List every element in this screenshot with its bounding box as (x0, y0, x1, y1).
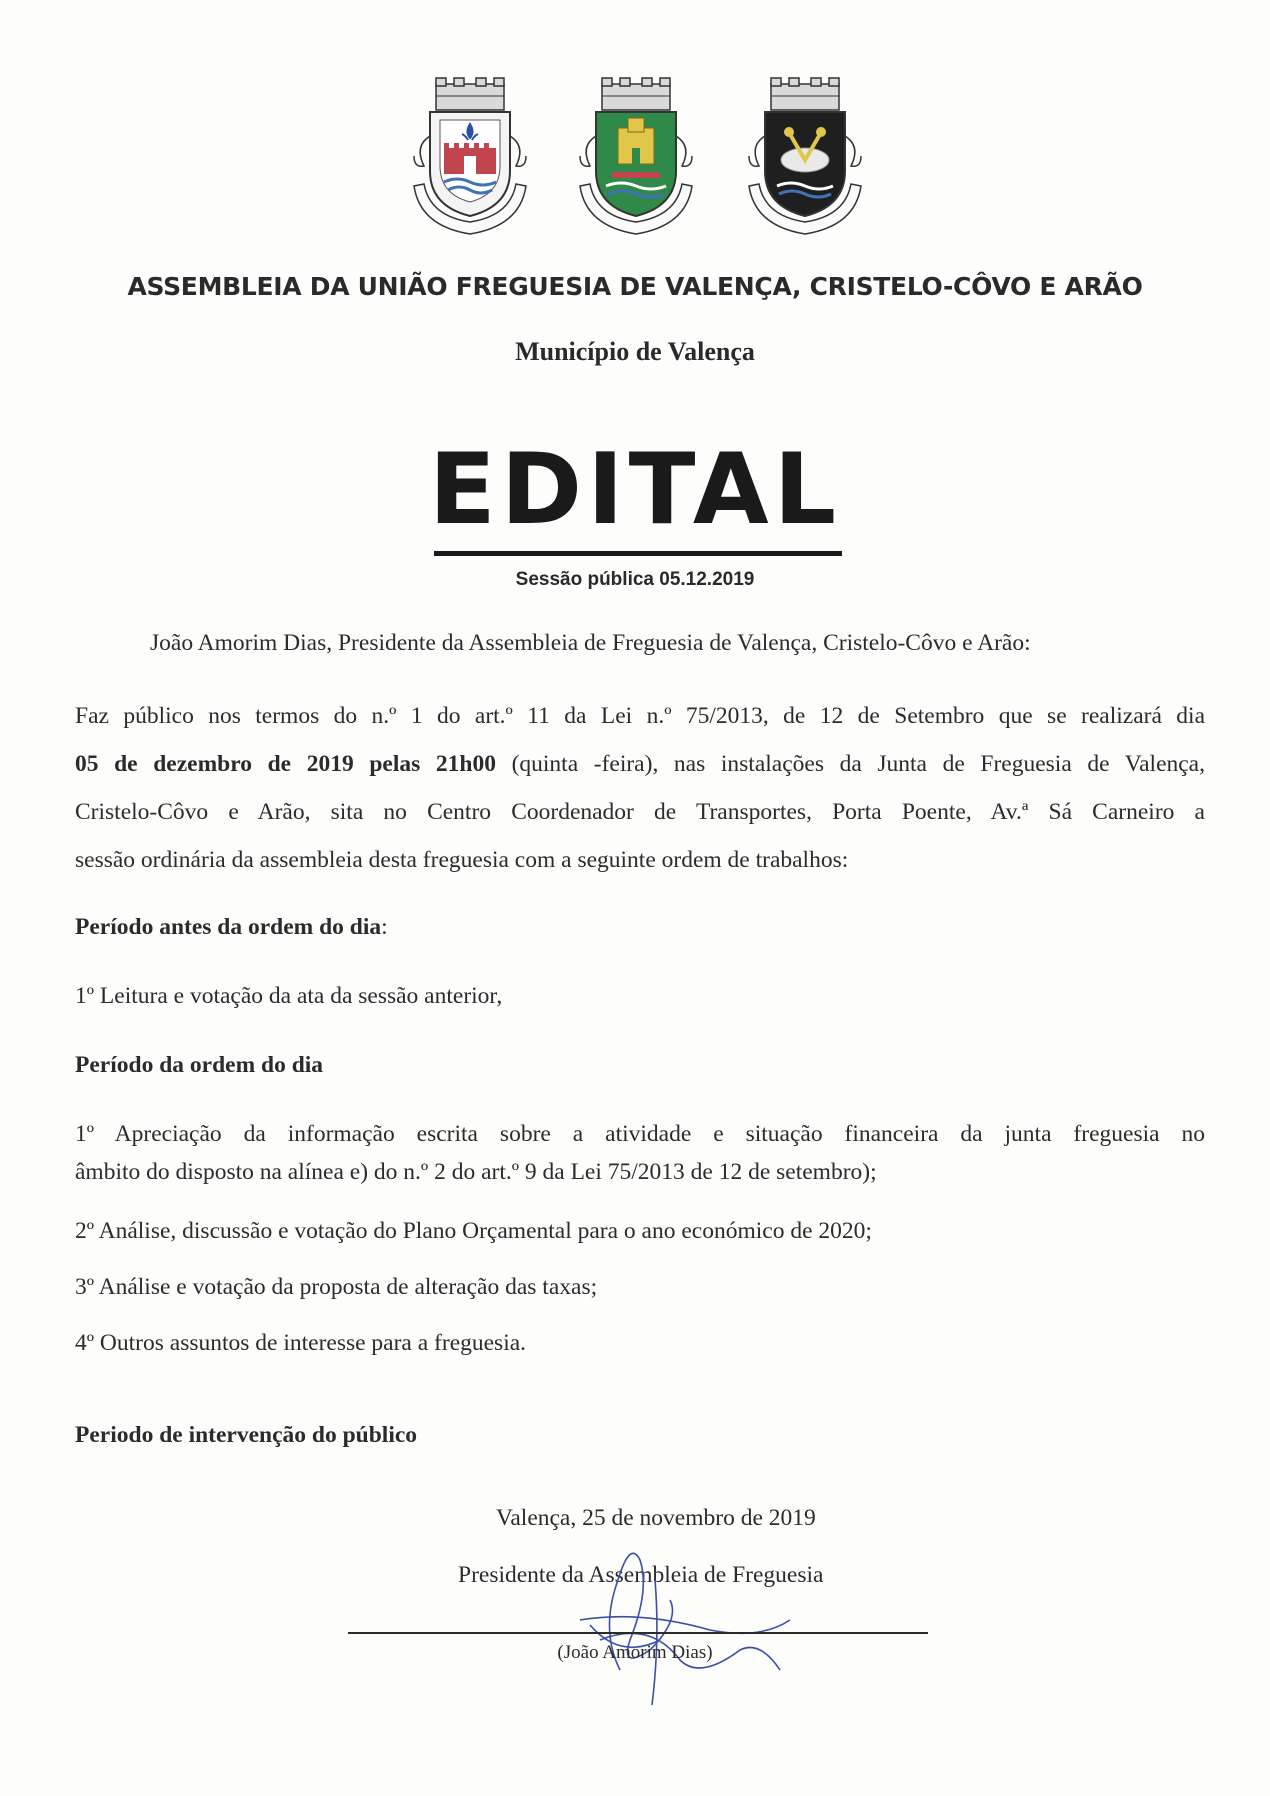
place-date: Valença, 25 de novembro de 2019 (496, 1505, 816, 1531)
agenda-item-3: 3º Análise e votação da proposta de alteração das taxas; (75, 1274, 598, 1300)
signatory-role: Presidente da Assembleia de Freguesia (458, 1562, 824, 1588)
intro-paragraph: João Amorim Dias, Presidente da Assembleia de Freguesia de Valença, Cristelo-Côvo e Arão: (150, 630, 1031, 656)
document-type-title: EDITAL (428, 433, 842, 547)
notice-line-rest: (quinta -feira), nas instalações da Junta de Freguesia de Valença, (495, 751, 1205, 777)
notice-line: Cristelo-Côvo e Arão, sita no Centro Coordenador de Transportes, Porta Poente, Av.ª Sá Carneiro a (75, 799, 1205, 825)
assembly-title: ASSEMBLEIA DA UNIÃO FREGUESIA DE VALENÇA, CRISTELO-CÔVO E ARÃO (127, 272, 1143, 301)
session-label: Sessão pública 05.12.2019 (515, 569, 755, 590)
signature-line (348, 1632, 928, 1634)
signatory-name: (João Amorim Dias) (557, 1642, 713, 1663)
agenda-item-4: 4º Outros assuntos de interesse para a freguesia. (75, 1330, 527, 1356)
handwritten-signature (560, 1520, 800, 1710)
period-agenda-heading: Período da ordem do dia (75, 1052, 324, 1078)
municipality-name: Município de Valença (515, 337, 755, 366)
public-period-heading: Periodo de intervenção do público (75, 1422, 418, 1448)
notice-line: Faz público nos termos do n.º 1 do art.º 11 da Lei n.º 75/2013, de 12 de Setembro que se realizará dia (75, 703, 1205, 729)
notice-line: sessão ordinária da assembleia desta freguesia com a seguinte ordem de trabalhos: (75, 847, 849, 873)
agenda-item-2: 2º Análise, discussão e votação do Plano Orçamental para o ano económico de 2020; (75, 1218, 872, 1244)
period-before-heading: Período antes da ordem do dia: (75, 914, 388, 940)
period-before-item: 1º Leitura e votação da ata da sessão anterior, (75, 983, 503, 1009)
session-date-bold: 05 de dezembro de 2019 pelas 21h00 (75, 751, 496, 777)
notice-line (75, 751, 1205, 778)
agenda-item-1: 1º Apreciação da informação escrita sobre a atividade e situação financeira da junta freguesia no (75, 1121, 1205, 1147)
agenda-item-1-cont: âmbito do disposto na alínea e) do n.º 2 do art.º 9 da Lei 75/2013 de 12 de setembro); (75, 1159, 877, 1185)
